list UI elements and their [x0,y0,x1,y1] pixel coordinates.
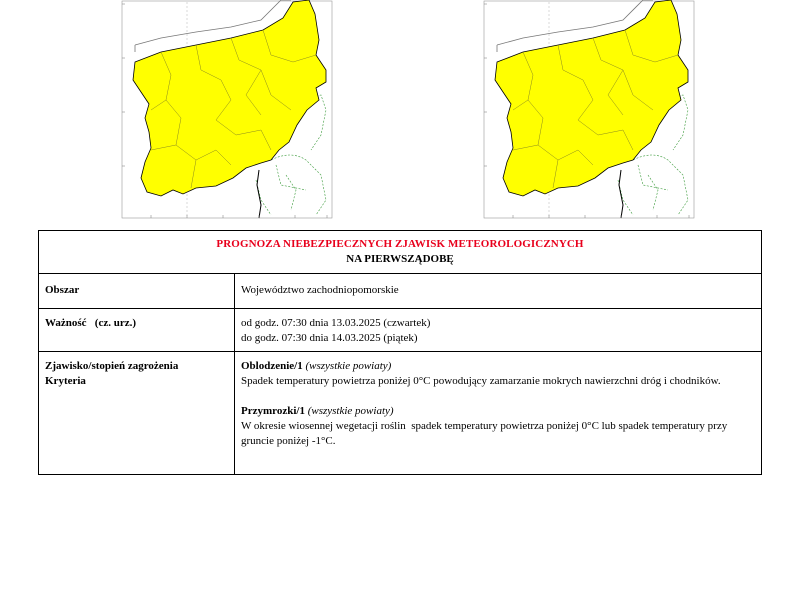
zjawisko-label-line2: Kryteria [45,375,86,387]
valid-to: do godz. 07:30 dnia 14.03.2025 (piątek) [241,332,418,344]
warning-table [38,230,762,475]
right-warning-map [483,0,695,224]
title-line-black: NA PIERWSZĄDOBĘ [346,253,454,265]
zjawisko-label [39,352,235,475]
phenomenon-2-scope: (wszystkie powiaty) [307,405,394,417]
warning-region-fill [495,0,688,196]
voivodeship-border [257,170,261,218]
phenomenon-1-header [241,359,755,374]
voivodeship-border [619,170,623,218]
table-title [39,231,762,274]
phenomenon-2-name: Przymrozki/1 [241,405,305,417]
left-warning-map [121,0,333,224]
table-row [39,309,762,352]
waznosc-label [39,309,235,352]
phenomenon-1-scope: (wszystkie powiaty) [305,360,392,372]
phenomenon-2-header [241,404,755,419]
valid-from: od godz. 07:30 dnia 13.03.2025 (czwartek) [241,317,431,329]
warning-region-fill [133,0,326,196]
map-svg [483,0,695,224]
table-row [39,274,762,309]
table-row [39,352,762,475]
phenomenon-2-description: W okresie wiosennej wegetacji roślin spadek temperatury powietrza poniżej 0°C lub spadek temperatury przy gruncie poniżej -1°C. [241,420,730,447]
title-line-red: PROGNOZA NIEBEZPIECZNYCH ZJAWISK METEOROLOGICZNYCH [216,238,584,250]
obszar-label: Obszar [39,274,235,309]
spacer [241,389,755,404]
zjawisko-value [235,352,762,475]
phenomenon-1-name: Oblodzenie/1 [241,360,303,372]
waznosc-value [235,309,762,352]
zjawisko-label-line1: Zjawisko/stopień zagrożenia [45,360,179,372]
map-svg [121,0,333,224]
obszar-value: Województwo zachodniopomorskie [235,274,762,309]
waznosc-label-text: Ważność (cz. urz.) [45,317,137,329]
phenomenon-1-description: Spadek temperatury powietrza poniżej 0°C powodujący zamarzanie mokrych nawierzchni dróg i chodników. [241,375,721,387]
